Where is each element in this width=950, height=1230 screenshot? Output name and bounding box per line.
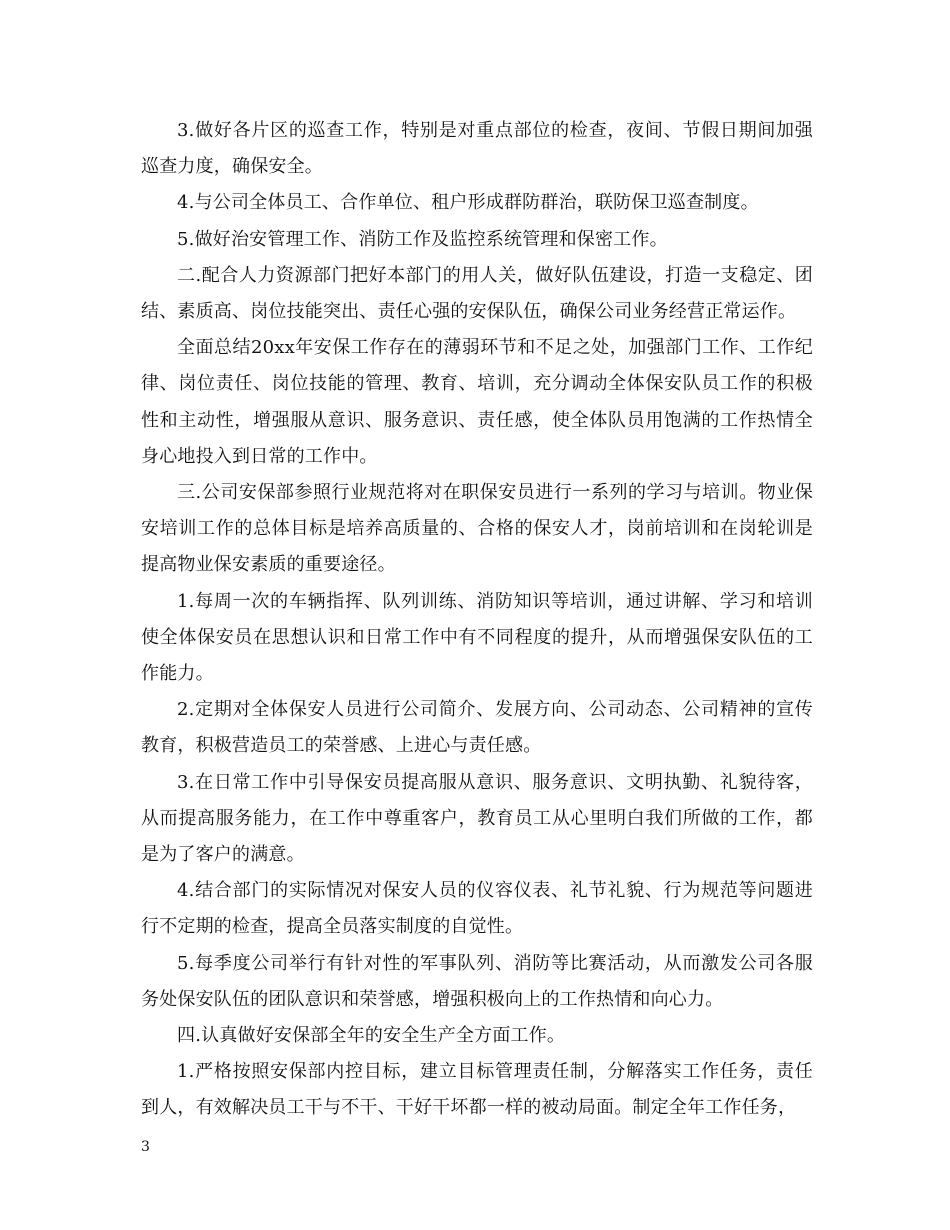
- paragraph-annual-summary: 全面总结20xx年安保工作存在的薄弱环节和不足之处，加强部门工作、工作纪律、岗位责任、岗位技能的管理、教育、培训，充分调动全体保安队员工作的积极性和主动性，增强服从意识、服务意识、责任感，使全体队员用饱满的工作热情全身心地投入到日常的工作中。: [141, 337, 813, 467]
- paragraph-target-management: 1.严格按照安保部内控目标，建立目标管理责任制，分解落实工作任务，责任到人，有效解决员工干与不干、干好干坏都一样的被动局面。制定全年工作任务，: [141, 1061, 813, 1119]
- document-body: [141, 113, 813, 1127]
- paragraph-service-awareness: 3.在日常工作中引导保安员提高服从意识、服务意识、文明执勤、礼貌待客，从而提高服务能力，在工作中尊重客户，教育员工从心里明白我们所做的工作，都是为了客户的满意。: [141, 771, 813, 866]
- paragraph-joint-defense: 4.与公司全体员工、合作单位、租户形成群防群治，联防保卫巡查制度。: [177, 192, 759, 214]
- page-number: 3: [141, 1139, 150, 1155]
- paragraph-quarterly-competition: 5.每季度公司举行有针对性的军事队列、消防等比赛活动，从而激发公司各服务处保安队伍的团队意识和荣誉感，增强积极向上的工作热情和向心力。: [141, 952, 813, 1010]
- paragraph-section-three: 三.公司安保部参照行业规范将对在职保安员进行一系列的学习与培训。物业保安培训工作的总体目标是培养高质量的、合格的保安人才，岗前培训和在岗轮训是提高物业保安素质的重要途径。: [141, 482, 813, 576]
- paragraph-patrol-work: 3.做好各片区的巡查工作，特别是对重点部位的检查，夜间、节假日期间加强巡查力度，确保安全。: [141, 120, 813, 178]
- paragraph-company-education: 2.定期对全体保安人员进行公司简介、发展方向、公司动态、公司精神的宣传教育，积极营造员工的荣誉感、上进心与责任感。: [141, 699, 813, 757]
- paragraph-section-two: 二.配合人力资源部门把好本部门的用人关，做好队伍建设，打造一支稳定、团结、素质高、岗位技能突出、责任心强的安保队伍，确保公司业务经营正常运作。: [141, 264, 813, 323]
- paragraph-inspection: 4.结合部门的实际情况对保安人员的仪容仪表、礼节礼貌、行为规范等问题进行不定期的检查，提高全员落实制度的自觉性。: [141, 880, 813, 938]
- paragraph-section-four: 四.认真做好安保部全年的安全生产全方面工作。: [177, 1025, 566, 1047]
- paragraph-weekly-training: 1.每周一次的车辆指挥、队列训练、消防知识等培训，通过讲解、学习和培训使全体保安员在思想认识和日常工作中有不同程度的提升，从而增强保安队伍的工作能力。: [141, 590, 813, 685]
- paragraph-security-management: 5.做好治安管理工作、消防工作及监控系统管理和保密工作。: [177, 228, 668, 250]
